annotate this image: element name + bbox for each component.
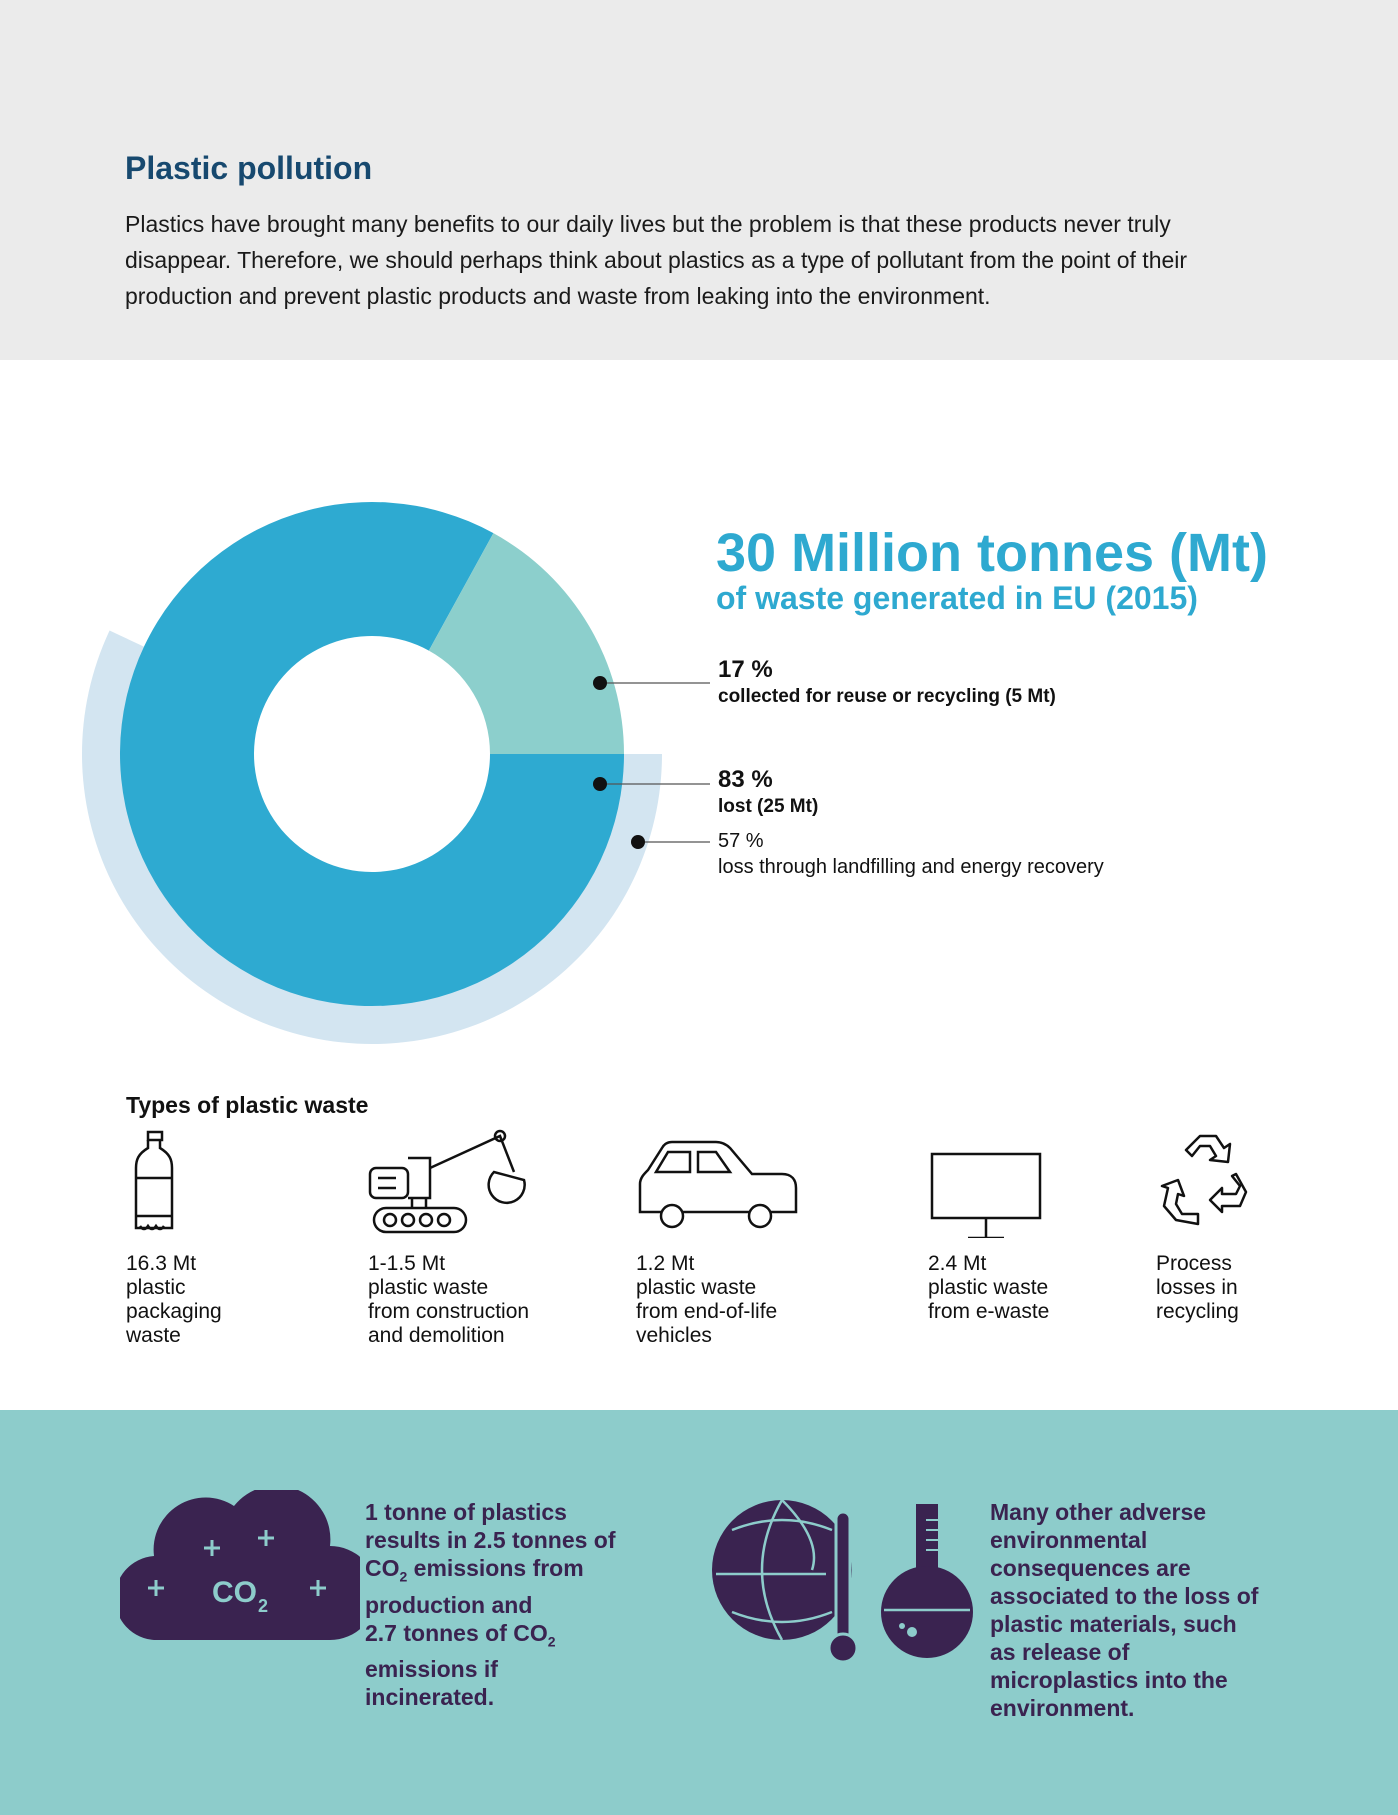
co2-emissions-text: 1 tonne of plastics results in 2.5 tonnes of $CO_2$ emissions from production and 2.7 tonnes of $CO_2$ emissions if incinerated. xyxy=(365,1499,616,1711)
type-item-vehicles xyxy=(636,1128,866,1348)
headline-total: 30 Million tonnes (Mt) xyxy=(716,523,1268,583)
co2-cloud-icon xyxy=(120,1490,360,1640)
lost-percent: 83 % xyxy=(718,766,773,793)
landfill-description: loss through landfilling and energy recovery xyxy=(718,856,1104,878)
types-title: Types of plastic waste xyxy=(126,1092,369,1118)
type-amount: 16.3 Mt xyxy=(126,1252,197,1275)
collected-percent: 17 % xyxy=(718,656,773,683)
intro-section xyxy=(0,0,1398,360)
headline-subtitle: of waste generated in EU (2015) xyxy=(716,580,1198,616)
type-item-recycling xyxy=(1156,1128,1386,1324)
type-text: plastic packaging waste xyxy=(126,1276,222,1347)
label-landfill xyxy=(718,828,1104,880)
type-text: plastic waste from construction and demolition xyxy=(368,1276,530,1347)
environment-text: Many other adverse environmental consequences are associated to the loss of plastic materials, such as release of microplastics into the environment. xyxy=(990,1499,1259,1721)
excavator-icon xyxy=(368,1128,528,1238)
intro-text: Plastics have brought many benefits to our daily lives but the problem is that these products never truly disappear. Therefore, we should perhaps think about plastics as a type of pollutant from the point of their production and prevent plastic products and waste from leaking into the environment. xyxy=(125,211,1188,309)
globe-thermometer-flask-icon xyxy=(712,1500,982,1670)
type-amount: 1.2 Mt xyxy=(636,1252,695,1275)
monitor-icon xyxy=(928,1128,1048,1238)
type-text: plastic waste from end-of-life vehicles xyxy=(636,1276,778,1347)
collected-description: collected for reuse or recycling (5 Mt) xyxy=(718,686,1056,707)
type-amount: 2.4 Mt xyxy=(928,1252,987,1275)
type-item-ewaste xyxy=(928,1128,1158,1324)
cloud-co2-label: CO xyxy=(212,1576,257,1609)
label-collected xyxy=(718,656,1056,710)
cloud-co2-subscript: 2 xyxy=(258,1596,269,1616)
donut-chart xyxy=(0,360,1398,1060)
label-lost xyxy=(718,766,818,820)
bottle-icon xyxy=(126,1128,186,1238)
type-amount: 1-1.5 Mt xyxy=(368,1252,446,1275)
type-text: plastic waste from e-waste xyxy=(928,1276,1050,1323)
landfill-percent: 57 % xyxy=(718,830,764,852)
bottom-section xyxy=(0,1410,1398,1815)
type-item-construction xyxy=(368,1128,598,1348)
lost-description: lost (25 Mt) xyxy=(718,796,819,817)
type-text: Process losses in recycling xyxy=(1156,1252,1239,1323)
recycle-icon xyxy=(1156,1128,1256,1238)
car-icon xyxy=(636,1128,806,1238)
type-item-packaging xyxy=(126,1128,356,1348)
page-title: Plastic pollution xyxy=(125,150,373,186)
